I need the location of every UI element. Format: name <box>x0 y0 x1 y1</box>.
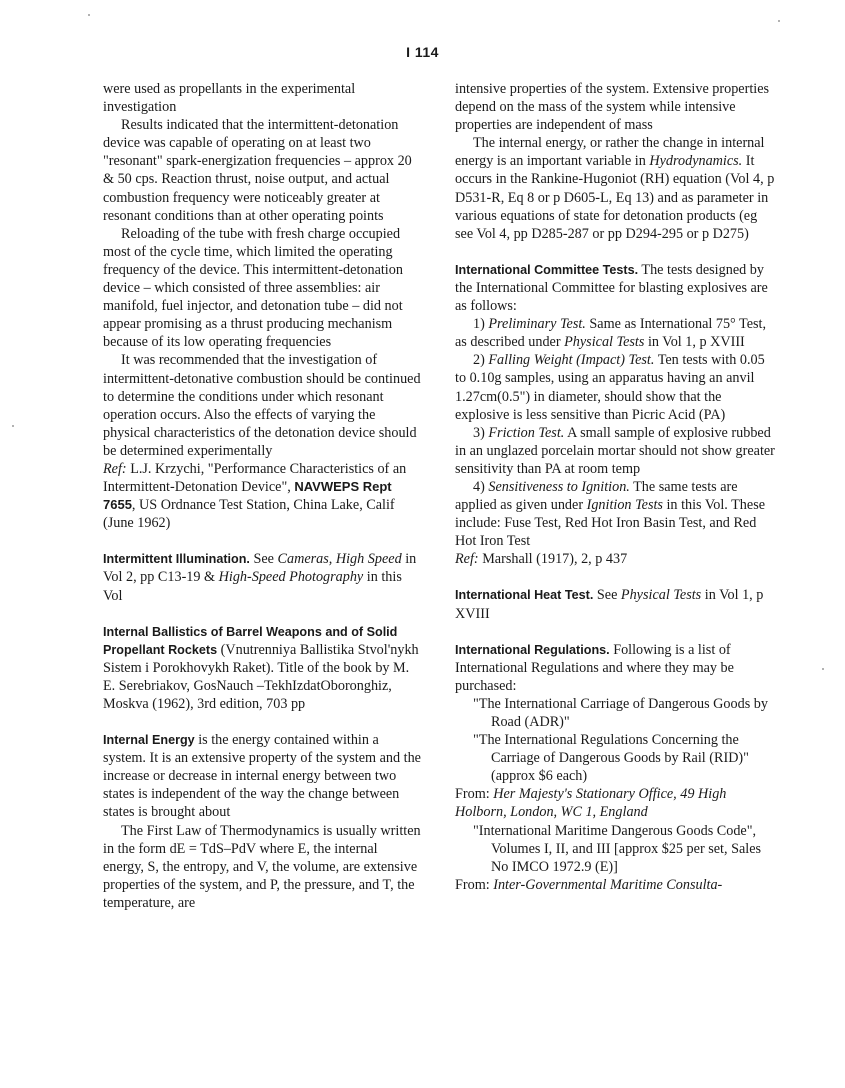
entry-heading: International Committee Tests. <box>455 262 639 277</box>
list-item: 4) Sensitiveness to Ignition. The same tests are applied as given under Ignition Tests in this Vol. These include: Fuse Test, Red Hot Iron Basin Test, and Red Hot Iron Test <box>455 478 766 550</box>
publisher-address: From: Inter-Governmental Maritime Consulta- <box>455 876 723 893</box>
page-number: I 114 <box>406 44 439 60</box>
quoted-regulation: "The International Regulations Concerning the Carriage of Dangerous Goods by Rail (RID)" (approx $6 each) <box>473 732 749 785</box>
quoted-regulation: "The International Carriage of Dangerous Goods by Road (ADR)" <box>473 695 768 730</box>
entry-heading: International Regulations. <box>455 642 610 657</box>
paragraph: were used as propellants in the experimental investigation <box>103 81 356 116</box>
reference: Ref: Marshall (1917), 2, p 437 <box>455 551 628 568</box>
scan-speck <box>12 425 14 427</box>
report-number: NAVWEPS Rept 7655 <box>103 479 392 513</box>
scan-speck <box>778 20 780 22</box>
left-column <box>103 80 421 912</box>
list-item: 2) Falling Weight (Impact) Test. Ten tests with 0.05 to 0.10g samples, using an apparatus having an anvil 1.27cm(0.5") in diameter, should show that the explosive is less sensitive than Picric Acid (PA) <box>455 352 765 423</box>
entry-heading: Internal Ballistics of Barrel Weapons and of Solid Propellant Rockets <box>103 624 398 657</box>
entry-heading: Intermittent Illumination. <box>103 552 250 567</box>
entry-intermittent-illumination: Intermittent Illumination. See Cameras, High Speed in Vol 2, pp C13-19 & High-Speed Photography in this Vol <box>103 551 417 604</box>
quoted-regulation: "International Maritime Dangerous Goods Code", Volumes I, II, and III [approx $25 per set, Sales No IMCO 1972.9 (E)] <box>473 822 762 875</box>
scan-speck <box>88 14 90 16</box>
entry-heading: Internal Energy <box>103 733 195 748</box>
entry-international-regulations: International Regulations. Following is a list of International Regulations and where they may be purchased: <box>455 641 734 694</box>
entry-international-heat-test: International Heat Test. See Physical Tests in Vol 1, p XVIII <box>455 587 764 622</box>
publisher-address: From: Her Majesty's Stationary Office, 49 High Holborn, London, WC 1, England <box>455 786 727 821</box>
ref-label: Ref: <box>455 551 479 568</box>
reference: Ref: L.J. Krzychi, "Performance Characteristics of an Intermittent-Detonation Device", NAVWEPS Rept 7655, US Ordnance Test Station, China Lake, Calif (June 1962) <box>103 460 407 532</box>
list-item: 1) Preliminary Test. Same as International 75° Test, as described under Physical Tests in Vol 1, p XVIII <box>455 316 767 351</box>
paragraph: The internal energy, or rather the change in internal energy is an important variable in Hydrodynamics. It occurs in the Rankine-Hugoniot (RH) equation (Vol 4, p D531-R, Eq 8 or p D605-L, Eq 13) and as parameter in various equations of state for detonation products (eg see Vol 4, pp D285-287 or pp D294-295 or p D275) <box>455 135 775 242</box>
paragraph: intensive properties of the system. Extensive properties depend on the mass of the system while intensive properties are independent of mass <box>455 81 770 134</box>
entry-internal-ballistics: Internal Ballistics of Barrel Weapons and of Solid Propellant Rockets (Vnutrenniya Ballistika Stvol'nykh Sistem i Porokhovykh Raket). Title of the book by M. E. Serebriakov, GosNauch –TekhIzdatOboronghiz, Moskva (1962), 3rd edition, 703 pp <box>103 624 419 712</box>
ref-label: Ref: <box>103 460 127 477</box>
entry-internal-energy: Internal Energy is the energy contained within a system. It is an extensive property of the system and the increase or decrease in internal energy between two states is independent of the way the change between states is brought about <box>103 732 421 821</box>
entry-international-committee-tests: International Committee Tests. The tests designed by the International Committee for blasting explosives are as follows: <box>455 261 768 315</box>
right-column <box>455 80 775 894</box>
paragraph: It was recommended that the investigation of intermittent-detonative combustion should be continued to determine the conditions under which resonant operation occurs. Also the effects of varying the physical characteristics of the detonation device should be determined experimentally <box>103 352 421 459</box>
paragraph: Reloading of the tube with fresh charge occupied most of the cycle time, which limited the operating frequency of the device. This intermittent-detonation device – which consisted of three assemblies: air manifold, fuel injector, and detonation tube – did not appear promising as a thrust producing mechanism because of its low operating frequencies <box>103 225 403 351</box>
scan-speck <box>822 668 824 670</box>
paragraph: Results indicated that the intermittent-detonation device was capable of operating on at least two "resonant" spark-energization frequencies – approx 20 & 50 cps. Reaction thrust, noise output, and actual combustion frequency were noticeably greater at resonant conditions than at other operating points <box>103 117 412 224</box>
entry-heading: International Heat Test. <box>455 588 594 603</box>
paragraph: The First Law of Thermodynamics is usually written in the form dE = TdS–PdV where E, the internal energy, S, the entropy, and V, the volume, are extensive properties of the system, and P, the pressure, and T, the temperature, are <box>103 822 421 911</box>
list-item: 3) Friction Test. A small sample of explosive rubbed in an unglazed porcelain mortar should not show greater sensitivity than PA at room temp <box>455 424 775 477</box>
